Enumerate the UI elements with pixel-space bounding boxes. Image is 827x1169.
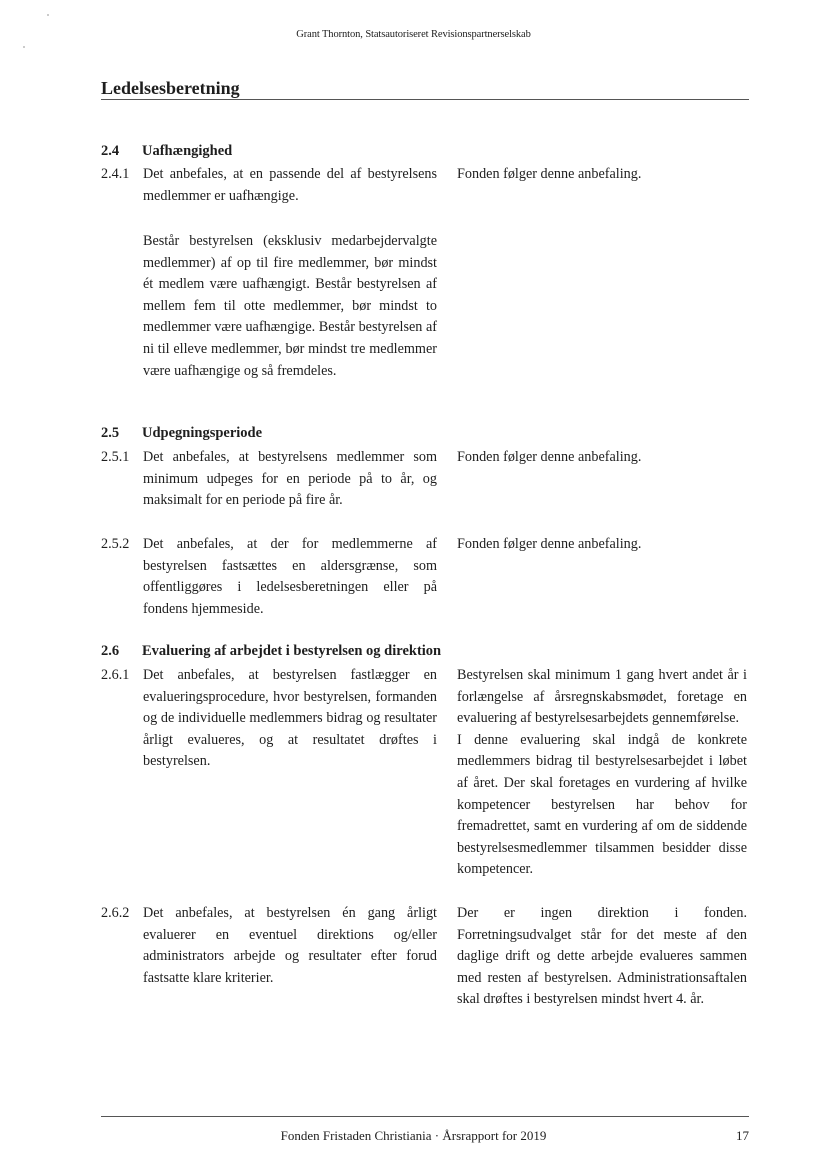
section-number: 2.5 [101,425,120,441]
section-title: Udpegningsperiode [142,425,263,441]
response-text: Fonden følger denne anbefaling. [457,536,642,552]
recommendation-text: Det anbefales, at en passende del af bestyrelsens medlemmer er uafhængige. [143,166,437,204]
item-number: 2.4.1 [101,166,130,182]
response-text: Der er ingen direktion i fonden. Forretningsudvalget står for det meste af den daglige drift og dette arbejde evalueres sammen med resten af bestyrelsen. Administrationsaftalen skal drøftes i bestyrelsen mindst hvert 4. år. [457,905,747,1008]
footer-text: Fonden Fristaden Christiania · Årsrapport for 2019 [280,1128,547,1143]
item-number: 2.5.2 [101,536,130,552]
recommendation-text: Det anbefales, at der for medlemmerne af bestyrelsen fastsættes en aldersgrænse, som offentliggøres i ledelsesberetningen eller på fondens hjemmeside. [143,536,437,617]
scan-speck [47,14,49,16]
page-number: 17 [736,1128,749,1143]
section-number: 2.6 [101,643,120,659]
recommendation-continuation: Består bestyrelsen (eksklusiv medarbejdervalgte medlemmer) af op til fire medlemmer, bør mindst ét medlem være uafhængigt. Består bestyrelsen af mellem fem til otte medlemmer, bør mindst to medlemmer være uafhængige. Består bestyrelsen af ni til elleve medlemmer, bør mindst tre medlemmer være uafhængige og så fremdeles. [143,233,437,379]
section-title: Evaluering af arbejdet i bestyrelsen og direktion [142,643,442,659]
section-title: Uafhængighed [142,143,233,159]
item-number: 2.6.1 [101,667,130,683]
item-number: 2.6.2 [101,905,130,921]
response-paragraph: I denne evaluering skal indgå de konkrete medlemmers bidrag til bestyrelsesarbejdet i løbet af året. Der skal foretages en vurdering af hvilke kompetencer bestyrelsen har behov for fremadrettet, samt en vurdering af om de siddende bestyrelsesmedlemmer tilsammen besidder disse kompetencer. [457,731,747,878]
page-title: Ledelsesberetning [101,78,240,98]
section-heading-2-6 [101,643,761,660]
recommendation-text: Det anbefales, at bestyrelsen én gang årligt evaluerer en eventuel direktions og/eller administrators arbejde og resultater efter forud fastsatte klare kriterier. [143,905,437,986]
response-text: Fonden følger denne anbefaling. [457,449,642,465]
section-number: 2.4 [101,143,120,159]
running-header: Grant Thornton, Statsautoriseret Revisionspartnerselskab [296,29,531,40]
recommendation-text: Det anbefales, at bestyrelsens medlemmer som minimum udpeges for en periode på to år, og maksimalt for en periode på fire år. [143,449,437,509]
footer-rule [101,1116,749,1117]
response-text: Fonden følger denne anbefaling. [457,166,642,182]
header-rule [101,99,749,100]
section-heading-2-5 [101,425,761,442]
response-text [457,665,747,881]
scan-speck [23,46,25,48]
response-paragraph: Bestyrelsen skal minimum 1 gang hvert andet år i forlængelse af årsregnskabsmødet, foretage en evaluering af bestyrelsesarbejdets gennemførelse. [457,667,747,727]
recommendation-text: Det anbefales, at bestyrelsen fastlægger en evalueringsprocedure, hvor bestyrelsen, formanden og de individuelle medlemmers bidrag og resultater årligt evalueres, og at resultatet drøftes i bestyrelsen. [143,667,437,770]
section-heading-2-4 [101,143,761,160]
item-number: 2.5.1 [101,449,130,465]
